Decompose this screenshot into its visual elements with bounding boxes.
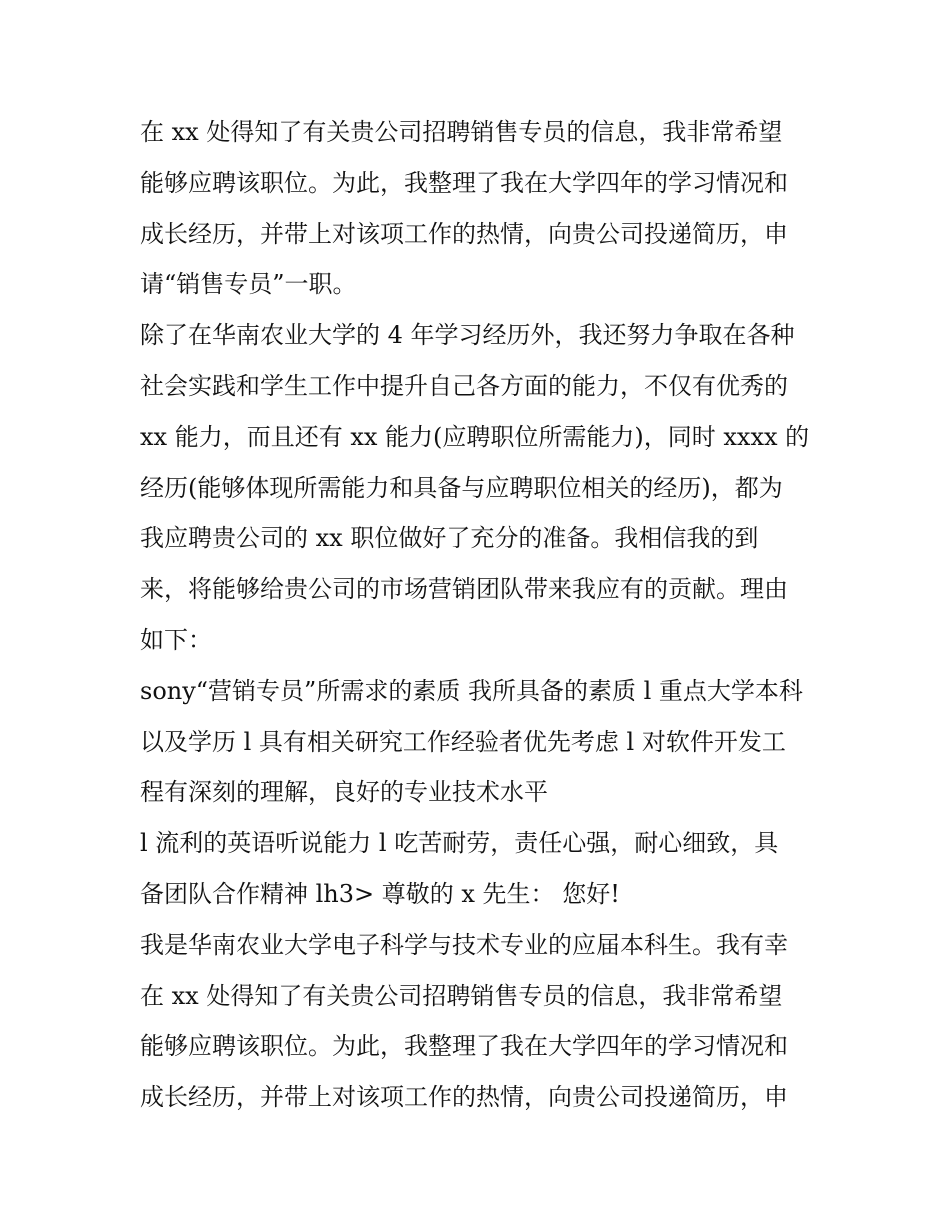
text-line: 在 xx 处得知了有关贵公司招聘销售专员的信息，我非常希望 bbox=[140, 118, 783, 146]
text-line: 成长经历，并带上对该项工作的热情，向贵公司投递简历，申 bbox=[140, 219, 788, 248]
text-line: 我应聘贵公司的 xx 职位做好了充分的准备。我相信我的到 bbox=[140, 524, 759, 553]
document-body bbox=[140, 107, 830, 1123]
text-line: 经历(能够体现所需能力和具备与应聘职位相关的经历)，都为 bbox=[140, 473, 783, 502]
text-line: 社会实践和学生工作中提升自己各方面的能力，不仅有优秀的 bbox=[140, 371, 788, 400]
text-line: sony“营销专员”所需求的素质 我所具备的素质 l 重点大学本科 bbox=[140, 676, 803, 705]
text-line: 能够应聘该职位。为此，我整理了我在大学四年的学习情况和 bbox=[140, 1032, 788, 1061]
text-line: 能够应聘该职位。为此，我整理了我在大学四年的学习情况和 bbox=[140, 168, 788, 197]
text-line: 如下： bbox=[140, 625, 212, 654]
text-line: 程有深刻的理解，良好的专业技术水平 bbox=[140, 778, 548, 807]
text-line: 备团队合作精神 lh3> 尊敬的 x 先生： 您好! bbox=[140, 879, 620, 908]
text-line: 以及学历 l 具有相关研究工作经验者优先考虑 l 对软件开发工 bbox=[140, 727, 786, 756]
text-line: 来，将能够给贵公司的市场营销团队带来我应有的贡献。理由 bbox=[140, 575, 788, 604]
text-line: l 流利的英语听说能力 l 吃苦耐劳，责任心强，耐心细致，具 bbox=[140, 829, 779, 858]
text-line: 成长经历，并带上对该项工作的热情，向贵公司投递简历，申 bbox=[140, 1083, 788, 1112]
text-line: 我是华南农业大学电子科学与技术专业的应届本科生。我有幸 bbox=[140, 930, 788, 959]
text-line: 请“销售专员”一职。 bbox=[140, 270, 357, 299]
text-line: 除了在华南农业大学的 4 年学习经历外，我还努力争取在各种 bbox=[140, 321, 795, 350]
text-line: 在 xx 处得知了有关贵公司招聘销售专员的信息，我非常希望 bbox=[140, 981, 783, 1010]
text-line: xx 能力，而且还有 xx 能力(应聘职位所需能力)，同时 xxxx 的 bbox=[140, 422, 810, 451]
